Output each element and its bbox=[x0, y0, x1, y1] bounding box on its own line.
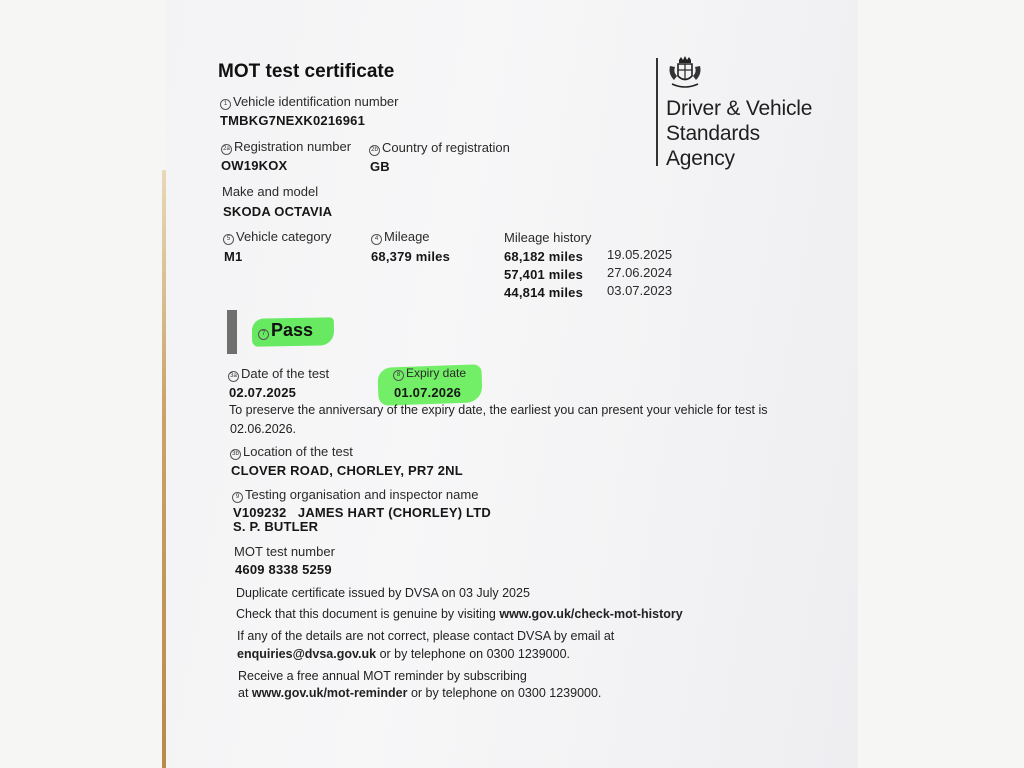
location-value: CLOVER ROAD, CHORLEY, PR7 2NL bbox=[231, 463, 463, 478]
field-number-badge: 4 bbox=[371, 234, 382, 245]
inspector-name: S. P. BUTLER bbox=[233, 519, 319, 534]
history-date-2: 27.06.2024 bbox=[607, 265, 673, 280]
logo-line-1: Driver & Vehicle bbox=[666, 97, 813, 120]
make-label: Make and model bbox=[222, 184, 319, 199]
reminder-note-line-1: Receive a free annual MOT reminder by subscribing bbox=[238, 669, 527, 683]
test-date-value: 02.07.2025 bbox=[229, 385, 297, 400]
desk-background-right bbox=[858, 0, 1024, 768]
royal-crest-icon bbox=[666, 56, 704, 92]
logo-divider bbox=[656, 58, 658, 166]
expiry-value: 01.07.2026 bbox=[394, 385, 462, 400]
category-value: M1 bbox=[224, 249, 243, 264]
location-label: 3b Location of the test bbox=[230, 444, 353, 460]
history-miles-2: 57,401 miles bbox=[504, 267, 584, 282]
history-date-3: 03.07.2023 bbox=[607, 283, 673, 298]
organisation-label: 9 Testing organisation and inspector name bbox=[232, 487, 478, 503]
country-label: 2b Country of registration bbox=[369, 140, 510, 156]
registration-value: OW19KOX bbox=[221, 158, 288, 173]
test-result: 7 Pass bbox=[258, 320, 313, 341]
mileage-history-label: Mileage history bbox=[504, 230, 592, 245]
organisation-value: V109232 JAMES HART (CHORLEY) LTD bbox=[233, 505, 491, 520]
contact-note-line-1: If any of the details are not correct, please contact DVSA by email at bbox=[237, 629, 615, 643]
mot-certificate-paper bbox=[166, 0, 858, 768]
vin-label: 1 Vehicle identification number bbox=[220, 94, 399, 110]
field-number-badge: 2a bbox=[221, 144, 232, 155]
field-number-badge: 7 bbox=[258, 329, 269, 340]
mot-number-value: 4609 8338 5259 bbox=[235, 562, 332, 577]
registration-label: 2a Registration number bbox=[221, 139, 351, 155]
logo-line-2: Standards bbox=[666, 122, 760, 145]
country-value: GB bbox=[370, 159, 390, 174]
contact-email-link[interactable]: enquiries@dvsa.gov.uk bbox=[237, 647, 377, 661]
vin-value: TMBKG7NEXK0216961 bbox=[220, 113, 366, 128]
field-number-badge: 3b bbox=[230, 449, 241, 460]
mot-number-label: MOT test number bbox=[234, 544, 335, 559]
contact-note-line-2: enquiries@dvsa.gov.uk or by telephone on 0300 1239000. bbox=[237, 647, 571, 661]
reminder-note-line-2: at www.gov.uk/mot-reminder or by telephone on 0300 1239000. bbox=[238, 686, 602, 700]
preserve-note-line-1: To preserve the anniversary of the expiry date, the earliest you can present your vehicle for test is bbox=[229, 403, 768, 417]
field-number-badge: 1 bbox=[220, 99, 231, 110]
check-mot-history-link[interactable]: www.gov.uk/check-mot-history bbox=[499, 607, 683, 621]
duplicate-note: Duplicate certificate issued by DVSA on 03 July 2025 bbox=[236, 586, 530, 600]
field-number-badge: 2b bbox=[369, 145, 380, 156]
history-miles-1: 68,182 miles bbox=[504, 249, 584, 264]
history-date-1: 19.05.2025 bbox=[607, 247, 673, 262]
result-marker-bar bbox=[227, 310, 237, 354]
logo-line-3: Agency bbox=[666, 147, 735, 170]
field-number-badge: 3a bbox=[228, 371, 239, 382]
history-miles-3: 44,814 miles bbox=[504, 285, 584, 300]
mileage-value: 68,379 miles bbox=[371, 249, 451, 264]
dvsa-logo-text bbox=[666, 96, 812, 171]
check-genuine-note: Check that this document is genuine by visiting www.gov.uk/check-mot-history bbox=[236, 607, 683, 621]
test-date-label: 3a Date of the test bbox=[228, 366, 329, 382]
preserve-note-line-2: 02.06.2026. bbox=[230, 422, 297, 436]
certificate-title: MOT test certificate bbox=[218, 61, 395, 82]
field-number-badge: 8 bbox=[393, 370, 404, 381]
category-label: 5 Vehicle category bbox=[223, 229, 331, 245]
field-number-badge: 9 bbox=[232, 492, 243, 503]
mileage-label: 4 Mileage bbox=[371, 229, 430, 245]
field-number-badge: 5 bbox=[223, 234, 234, 245]
make-value: SKODA OCTAVIA bbox=[223, 204, 333, 219]
expiry-label: 8 Expiry date bbox=[393, 366, 466, 381]
mot-reminder-link[interactable]: www.gov.uk/mot-reminder bbox=[251, 686, 408, 700]
desk-background-left bbox=[0, 0, 166, 768]
